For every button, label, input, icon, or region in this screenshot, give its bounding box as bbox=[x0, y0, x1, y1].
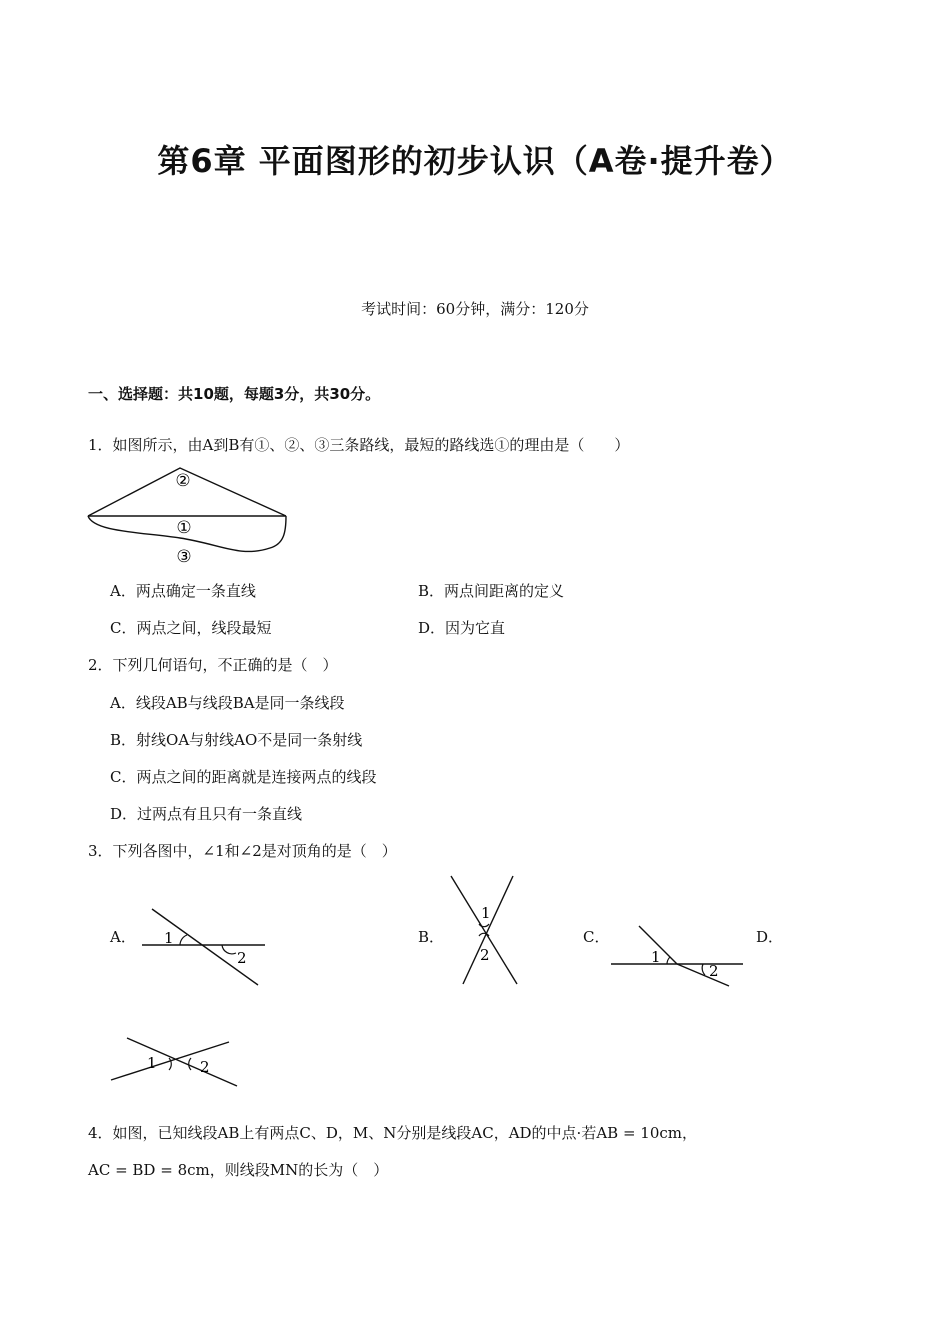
question-1-stem: 1．如图所示，由A到B有①、②、③三条路线，最短的路线选①的理由是（ ） bbox=[88, 436, 630, 454]
q2-option-b: B．射线OA与射线AO不是同一条射线 bbox=[110, 731, 363, 749]
route-1-label: ① bbox=[176, 518, 192, 538]
q3-figure-b bbox=[445, 872, 525, 988]
angle-1-label: 1 bbox=[147, 1054, 157, 1072]
section-heading: 一、选择题：共10题，每题3分，共30分。 bbox=[88, 385, 381, 403]
q3-figure-d bbox=[105, 1034, 245, 1092]
page-title: 第6章 平面图形的初步认识（A卷·提升卷） bbox=[157, 142, 793, 180]
question-4-line-2: AC = BD = 8cm，则线段MN的长为（ ） bbox=[88, 1161, 389, 1179]
q2-option-a: A．线段AB与线段BA是同一条线段 bbox=[110, 694, 345, 712]
angle-2-label: 2 bbox=[237, 949, 247, 967]
q1-option-d: D．因为它直 bbox=[418, 619, 506, 637]
question-1-figure bbox=[80, 462, 292, 572]
q3-option-b-label: B． bbox=[418, 928, 445, 946]
exam-info: 考试时间：60分钟，满分：120分 bbox=[361, 300, 589, 318]
q1-option-c: C．两点之间，线段最短 bbox=[110, 619, 272, 637]
q3-figure-a bbox=[140, 905, 270, 990]
route-3-label: ③ bbox=[176, 547, 192, 567]
q2-option-c: C．两点之间的距离就是连接两点的线段 bbox=[110, 768, 377, 786]
angle-1-label: 1 bbox=[481, 904, 491, 922]
question-3-stem: 3．下列各图中，∠1和∠2是对顶角的是（ ） bbox=[88, 842, 397, 860]
q2-option-d: D．过两点有且只有一条直线 bbox=[110, 805, 303, 823]
route-2-label: ② bbox=[175, 471, 191, 491]
q3-option-a-label: A． bbox=[110, 928, 136, 946]
q3-figure-c bbox=[605, 920, 750, 990]
question-2-stem: 2．下列几何语句，不正确的是（ ） bbox=[88, 656, 338, 674]
angle-1-label: 1 bbox=[651, 948, 661, 966]
q1-option-b: B．两点间距离的定义 bbox=[418, 582, 565, 600]
angle-2-label: 2 bbox=[709, 962, 719, 980]
angle-2-label: 2 bbox=[480, 946, 490, 964]
q1-option-a: A．两点确定一条直线 bbox=[110, 582, 256, 600]
angle-2-label: 2 bbox=[200, 1058, 210, 1076]
q3-option-d-label: D． bbox=[756, 928, 784, 946]
q3-option-c-label: C． bbox=[583, 928, 610, 946]
angle-1-label: 1 bbox=[164, 929, 174, 947]
question-4-line-1: 4．如图，已知线段AB上有两点C、D，M、N分别是线段AC，AD的中点·若AB = 10cm， bbox=[88, 1124, 697, 1142]
